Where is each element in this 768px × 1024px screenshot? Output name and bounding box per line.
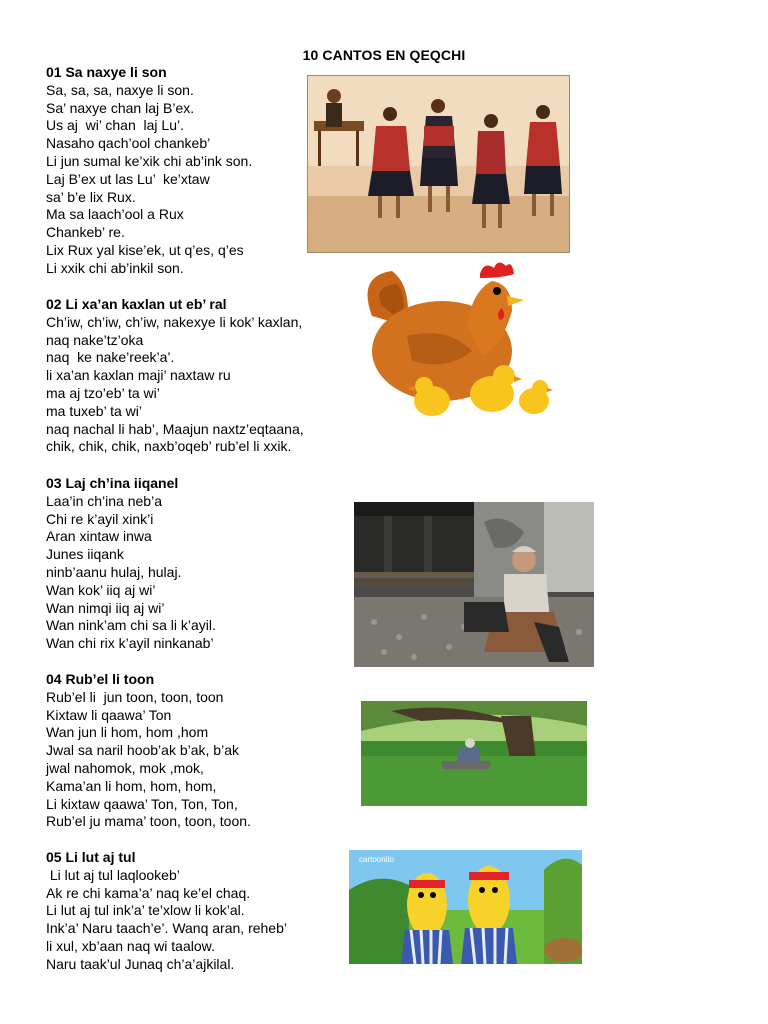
song-1-line: Li xxik chi ab’inkil son. [46, 259, 184, 276]
song-2-line: Ch’iw, ch’iw, ch’iw, nakexye li kok’ kaxlan, [46, 313, 303, 330]
song-5-line: Li lut aj tul ink’a’ te’xlow li kok’al. [46, 902, 245, 919]
song-2-line: naq nachal li hab’, Maajun naxtz’eqtaana, [46, 420, 304, 437]
boy-under-bridge-photo [354, 502, 594, 667]
song-3-line: Laa’in ch’ina neb’a [46, 492, 162, 509]
hen-chicks-image [352, 256, 557, 424]
song-3-line: ninb’aanu hulaj, hulaj. [46, 563, 182, 580]
song-4-heading: 04 Rub’el li toon [46, 671, 155, 687]
song-2-line: ma aj tzo’eb’ ta wi’ [46, 384, 160, 401]
song-3-heading: 03 Laj ch’ina iiqanel [46, 475, 179, 491]
song-1-line: sa’ b’e lix Rux. [46, 188, 136, 205]
song-2 [46, 296, 304, 456]
cartoon-logo: cartoonito [359, 855, 395, 864]
song-1-line: Sa, sa, sa, naxye li son. [46, 81, 194, 98]
song-1-line: Sa’ naxye chan laj B’ex. [46, 99, 195, 116]
song-5-line: Naru taak’ul Junaq ch’a’ajkilal. [46, 955, 235, 972]
song-5-line: Ak re chi kama’a’ naq ke’el chaq. [46, 884, 251, 901]
song-1-line: Chankeb’ re. [46, 224, 125, 241]
song-2-line: naq ke nake’reek’a’. [46, 349, 175, 366]
song-4-line: Kixtaw li qaawa’ Ton [46, 706, 172, 723]
song-3-line: Junes iiqank [46, 546, 124, 563]
song-2-heading: 02 Li xa’an kaxlan ut eb’ ral [46, 296, 227, 312]
song-4 [46, 671, 251, 831]
man-under-tree-photo [361, 701, 587, 806]
song-1-line: Us aj wi’ chan laj Lu’. [46, 117, 184, 134]
song-1-line: Li jun sumal ke’xik chi ab’ink son. [46, 152, 253, 169]
song-5-heading: 05 Li lut aj tul [46, 849, 136, 865]
song-4-line: Wan jun li hom, hom ,hom [46, 724, 209, 741]
song-3-line: Wan chi rix k’ayil ninkanab’ [46, 635, 214, 652]
song-4-line: Jwal sa naril hoob’ak b’ak, b’ak [46, 742, 239, 759]
dancers-painting-image [307, 75, 570, 253]
page-title: 10 CANTOS EN QEQCHI [302, 47, 466, 63]
song-1-line: Ma sa laach’ool a Rux [46, 206, 184, 223]
song-2-line: li xa’an kaxlan maji’ naxtaw ru [46, 367, 231, 384]
song-1-heading: 01 Sa naxye li son [46, 64, 167, 80]
song-2-line: ma tuxeb’ ta wi’ [46, 402, 142, 419]
song-4-line: Rub’el ju mama’ toon, toon, toon. [46, 813, 251, 830]
song-4-line: Kama’an li hom, hom, hom, [46, 777, 217, 794]
song-4-line: jwal nahomok, mok ,mok, [46, 759, 204, 776]
song-4-line: Rub’el li jun toon, toon, toon [46, 688, 224, 705]
song-3-line: Chi re k’ayil xink’i [46, 510, 154, 527]
song-3-line: Wan nink’am chi sa li k’ayil. [46, 617, 216, 634]
song-2-line: naq nake’tz’oka [46, 331, 144, 348]
song-1 [46, 64, 252, 278]
song-3 [46, 475, 216, 653]
song-5-line: Li lut aj tul laqlookeb’ [46, 866, 180, 883]
song-1-line: Lix Rux yal kise’ek, ut q’es, q’es [46, 241, 244, 258]
song-1-line: Nasaho qach’ool chankeb’ [46, 135, 211, 152]
song-3-line: Wan nimqi iiq aj wi’ [46, 599, 165, 616]
cartoon-bananas-image [349, 850, 582, 964]
song-5-line: Ink’a’ Naru taach’e’. Wanq aran, reheb’ [46, 920, 287, 937]
song-3-line: Wan kok’ iiq aj wi’ [46, 581, 156, 598]
song-2-line: chik, chik, chik, naxb’oqeb’ rub’el li xxik. [46, 438, 292, 455]
song-5-line: li xul, xb’aan naq wi taalow. [46, 937, 215, 954]
song-5 [46, 849, 287, 974]
song-3-line: Aran xintaw inwa [46, 528, 152, 545]
song-4-line: Li kixtaw qaawa’ Ton, Ton, Ton, [46, 795, 238, 812]
song-1-line: Laj B’ex ut las Lu’ ke’xtaw [46, 170, 210, 187]
